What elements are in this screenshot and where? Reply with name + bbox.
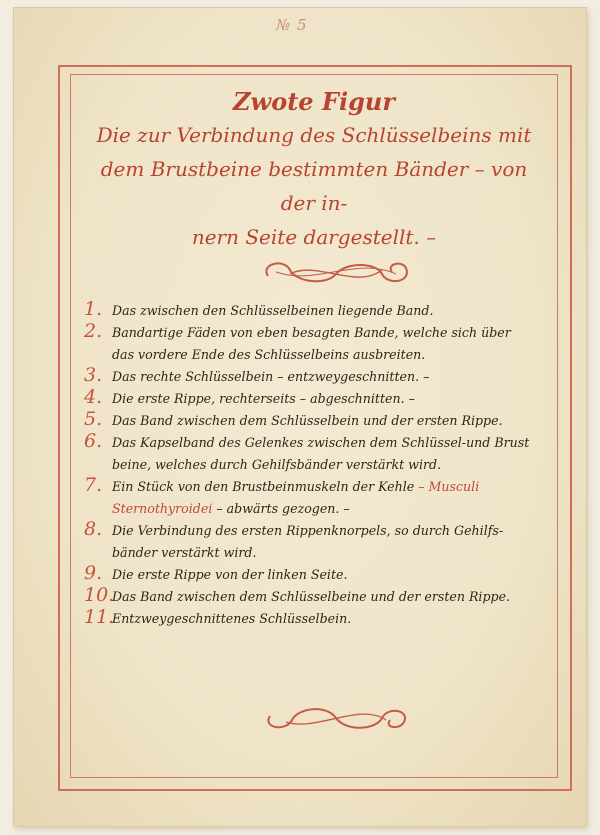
item-text: beine, welches durch Gehilfsbänder verstärkt wird. — [112, 457, 442, 472]
item-text: Entzweygeschnittenes Schlüsselbein. — [112, 611, 352, 626]
list-item — [84, 432, 554, 476]
item-number: 2. — [84, 320, 103, 342]
top-flourish-ornament — [256, 256, 416, 292]
item-text: Das Band zwischen dem Schlüsselbein und der ersten Rippe. — [112, 413, 503, 428]
latin-term: – Musculi — [418, 479, 480, 494]
item-number: 9. — [84, 562, 103, 584]
item-number: 5. — [84, 408, 103, 430]
latin-term: Sternothyroidei — [112, 501, 213, 516]
title-line: dem Brustbeine bestimmten Bänder – von der in- — [100, 157, 528, 215]
item-text: Die Verbindung des ersten Rippenknorpels, so durch Gehilfs- — [112, 523, 504, 538]
item-text: Die erste Rippe, rechterseits – abgeschnitten. – — [112, 391, 415, 406]
item-text: bänder verstärkt wird. — [112, 545, 257, 560]
manuscript-sheet — [14, 8, 586, 826]
item-text: Das Band zwischen dem Schlüsselbeine und der ersten Rippe. — [112, 589, 511, 604]
item-number: 10. — [84, 584, 115, 606]
item-text: Das rechte Schlüsselbein – entzweygeschnitten. – — [112, 369, 430, 384]
bottom-flourish-ornament — [256, 700, 416, 736]
item-number: 11. — [84, 606, 115, 628]
item-text — [112, 498, 554, 520]
title-line: nern Seite dargestellt. – — [191, 225, 437, 249]
list-item — [84, 476, 554, 520]
item-text: Die erste Rippe von der linken Seite. — [112, 567, 348, 582]
list-item — [84, 564, 554, 586]
item-number: 1. — [84, 298, 103, 320]
title-block — [84, 86, 544, 254]
list-item — [84, 388, 554, 410]
item-text-black: Ein Stück von den Brustbeinmuskeln der Kehle — [112, 479, 419, 494]
list-item — [84, 608, 554, 630]
item-text: Das Kapselband des Gelenkes zwischen dem Schlüssel-und Brust — [112, 435, 530, 450]
list-item — [84, 586, 554, 608]
list-item — [84, 300, 554, 322]
item-text: Bandartige Fäden von eben besagten Bande, welche sich über — [112, 325, 511, 340]
item-text — [112, 476, 554, 498]
title-line: Die zur Verbindung des Schlüsselbeins mit — [96, 123, 532, 147]
item-number: 3. — [84, 364, 103, 386]
list-item — [84, 322, 554, 366]
item-text: Das zwischen den Schlüsselbeinen liegende Band. — [112, 303, 434, 318]
legend-list — [84, 300, 554, 630]
item-text-black: – abwärts gezogen. – — [216, 501, 350, 516]
item-number: 8. — [84, 518, 103, 540]
figure-heading: Zwote Figur — [233, 87, 395, 116]
item-number: 6. — [84, 430, 103, 452]
list-item — [84, 410, 554, 432]
item-number: 7. — [84, 474, 103, 496]
list-item — [84, 366, 554, 388]
list-item — [84, 520, 554, 564]
item-number: 4. — [84, 386, 103, 408]
page-number: № 5 — [276, 16, 308, 34]
item-text: das vordere Ende des Schlüsselbeins ausbreiten. — [112, 347, 426, 362]
